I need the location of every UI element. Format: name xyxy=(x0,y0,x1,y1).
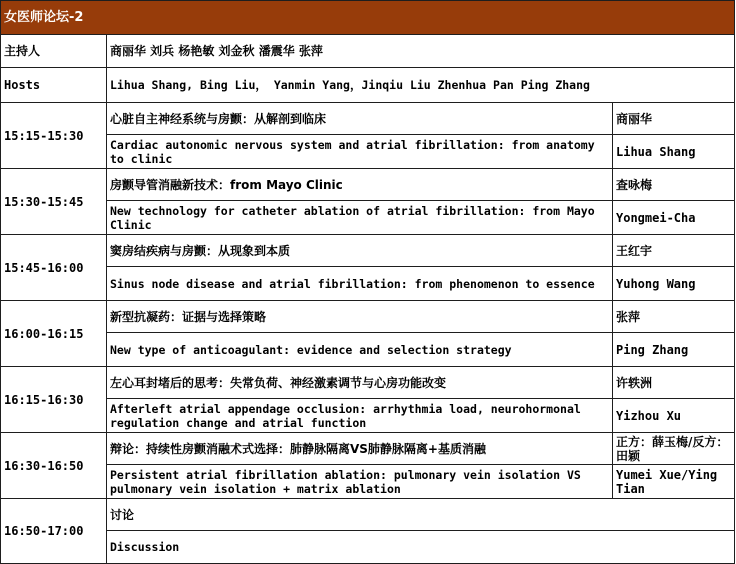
hosts-en-row xyxy=(1,68,735,103)
session-topic-zh: 辩论：持续性房颤消融术式选择：肺静脉隔离VS肺静脉隔离+基质消融 xyxy=(107,433,613,465)
session-topic-en: New type of anticoagulant: evidence and selection strategy xyxy=(107,333,613,367)
session-time: 16:00-16:15 xyxy=(1,301,107,367)
session-speaker-en: Yongmei-Cha xyxy=(613,201,735,235)
session-row-zh xyxy=(1,367,735,399)
session-time: 16:15-16:30 xyxy=(1,367,107,433)
session-row-zh xyxy=(1,235,735,267)
session-time: 15:15-15:30 xyxy=(1,103,107,169)
session-speaker-en: Yizhou Xu xyxy=(613,399,735,433)
session-speaker-en: Lihua Shang xyxy=(613,135,735,169)
discussion-en: Discussion xyxy=(107,531,735,564)
session-speaker-zh: 许轶洲 xyxy=(613,367,735,399)
session-row-en xyxy=(1,201,735,235)
session-time: 15:45-16:00 xyxy=(1,235,107,301)
session-speaker-en: Yuhong Wang xyxy=(613,267,735,301)
session-time: 15:30-15:45 xyxy=(1,169,107,235)
session-speaker-zh: 查咏梅 xyxy=(613,169,735,201)
session-topic-en: Sinus node disease and atrial fibrillation: from phenomenon to essence xyxy=(107,267,613,301)
hosts-zh-row xyxy=(1,35,735,68)
session-topic-zh: 心脏自主神经系统与房颤：从解剖到临床 xyxy=(107,103,613,135)
session-row-en xyxy=(1,399,735,433)
session-row-en xyxy=(1,267,735,301)
session-row-zh xyxy=(1,169,735,201)
session-speaker-en: Ping Zhang xyxy=(613,333,735,367)
hosts-zh-names: 商丽华 刘兵 杨艳敏 刘金秋 潘震华 张萍 xyxy=(107,35,735,68)
session-time: 16:30-16:50 xyxy=(1,433,107,499)
session-speaker-zh: 正方：薛玉梅/反方：田颖 xyxy=(613,433,735,465)
discussion-row-zh xyxy=(1,499,735,531)
session-topic-en: Persistent atrial fibrillation ablation: pulmonary vein isolation VS pulmonary vein isolation + matrix ablation xyxy=(107,465,613,499)
forum-title: 女医师论坛-2 xyxy=(1,1,735,35)
session-row-zh xyxy=(1,301,735,333)
session-topic-zh: 房颤导管消融新技术：from Mayo Clinic xyxy=(107,169,613,201)
header-row xyxy=(1,1,735,35)
discussion-row-en xyxy=(1,531,735,564)
session-speaker-en: Yumei Xue/Ying Tian xyxy=(613,465,735,499)
session-topic-en: New technology for catheter ablation of atrial fibrillation: from Mayo Clinic xyxy=(107,201,613,235)
hosts-en-names: Lihua Shang, Bing Liu， Yanmin Yang，Jinqiu Liu Zhenhua Pan Ping Zhang xyxy=(107,68,735,103)
discussion-zh: 讨论 xyxy=(107,499,735,531)
session-row-en xyxy=(1,333,735,367)
discussion-time: 16:50-17:00 xyxy=(1,499,107,564)
session-topic-zh: 左心耳封堵后的思考：失常负荷、神经激素调节与心房功能改变 xyxy=(107,367,613,399)
session-speaker-zh: 商丽华 xyxy=(613,103,735,135)
session-row-zh xyxy=(1,103,735,135)
hosts-zh-label: 主持人 xyxy=(1,35,107,68)
session-topic-zh: 窦房结疾病与房颤：从现象到本质 xyxy=(107,235,613,267)
session-topic-en: Afterleft atrial appendage occlusion: arrhythmia load, neurohormonal regulation change and atrial function xyxy=(107,399,613,433)
session-row-zh xyxy=(1,433,735,465)
session-row-en xyxy=(1,135,735,169)
session-topic-en: Cardiac autonomic nervous system and atrial fibrillation: from anatomy to clinic xyxy=(107,135,613,169)
hosts-en-label: Hosts xyxy=(1,68,107,103)
session-speaker-zh: 王红宇 xyxy=(613,235,735,267)
session-row-en xyxy=(1,465,735,499)
session-topic-zh: 新型抗凝药：证据与选择策略 xyxy=(107,301,613,333)
session-speaker-zh: 张萍 xyxy=(613,301,735,333)
